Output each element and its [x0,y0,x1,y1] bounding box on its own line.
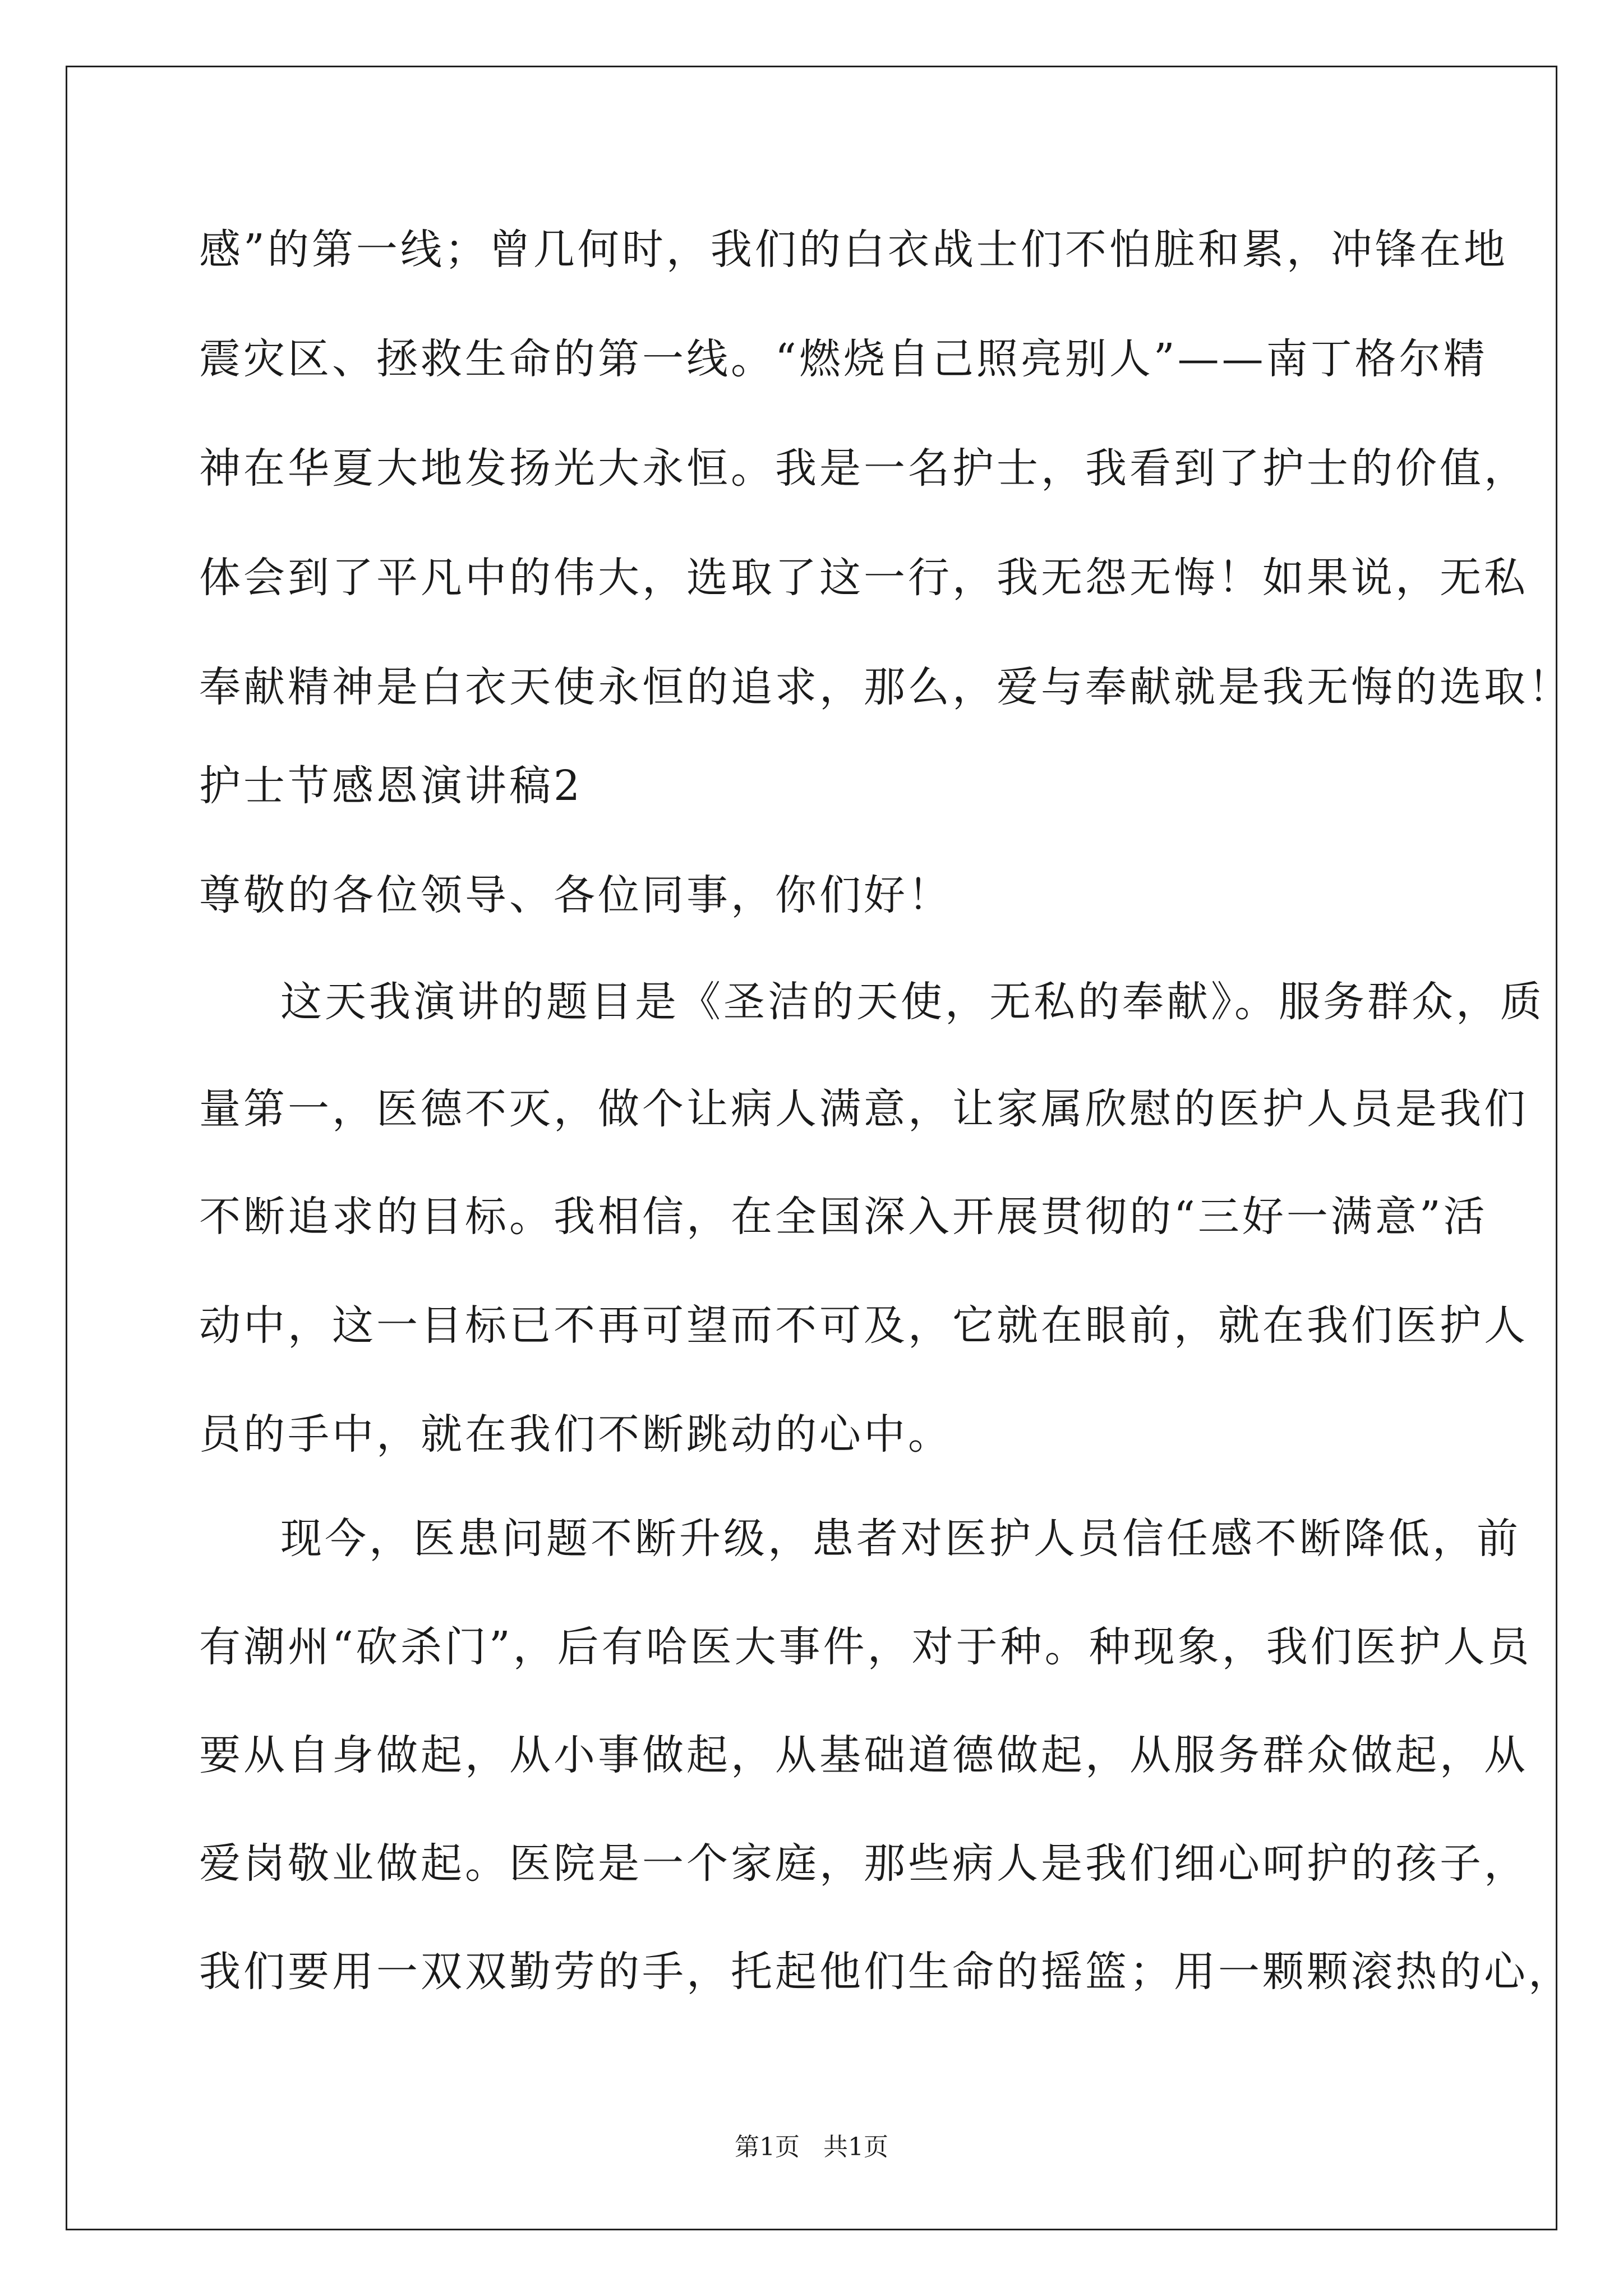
paragraph-text-line: 我们要用一双双勤劳的手，托起他们生命的摇篮；用一颗颗滚热的心， [199,1948,1573,1996]
paragraph-text-line: 爱岗敬业做起。医院是一个家庭，那些病人是我们细心呵护的孩子， [199,1839,1528,1888]
body-text-line: 神在华夏大地发扬光大永恒。我是一名护士，我看到了护士的价值， [199,444,1528,493]
body-text-line: 感”的第一线；曾几何时，我们的白衣战士们不怕脏和累，冲锋在地 [199,226,1508,274]
paragraph-text-line: 不断追求的目标。我相信，在全国深入开展贯彻的“三好一满意”活 [199,1193,1488,1241]
section-heading: 护士节感恩演讲稿2 [199,762,583,810]
paragraph-text-line: 有潮州“砍杀门”，后有哈医大事件，对于种。种现象，我们医护人员 [199,1623,1532,1671]
body-text-line: 体会到了平凡中的伟大，选取了这一行，我无怨无悔！如果说，无私 [199,554,1528,602]
paragraph-text-line: 这天我演讲的题目是《圣洁的天使，无私的奉献》。服务群众，质 [280,978,1544,1026]
paragraph-text-line: 要从自身做起，从小事做起，从基础道德做起，从服务群众做起，从 [199,1731,1528,1779]
salutation: 尊敬的各位领导、各位同事，你们好！ [199,871,952,919]
paragraph-text-line: 动中，这一目标已不再可望而不可及，它就在眼前，就在我们医护人 [199,1301,1528,1350]
page-border [66,66,1557,2230]
paragraph-text-line: 现今，医患问题不断升级，患者对医护人员信任感不断降低，前 [280,1515,1521,1563]
paragraph-text-line: 量第一，医德不灭，做个让病人满意，让家属欣慰的医护人员是我们 [199,1085,1528,1133]
page-footer: 第1页 共1页 [735,2133,888,2161]
paragraph-text-line: 员的手中，就在我们不断跳动的心中。 [199,1410,952,1458]
body-text-line: 奉献精神是白衣天使永恒的追求，那么，爱与奉献就是我无悔的选取！ [199,663,1573,711]
body-text-line: 震灾区、拯救生命的第一线。“燃烧自己照亮别人”——南丁格尔精 [199,335,1488,383]
